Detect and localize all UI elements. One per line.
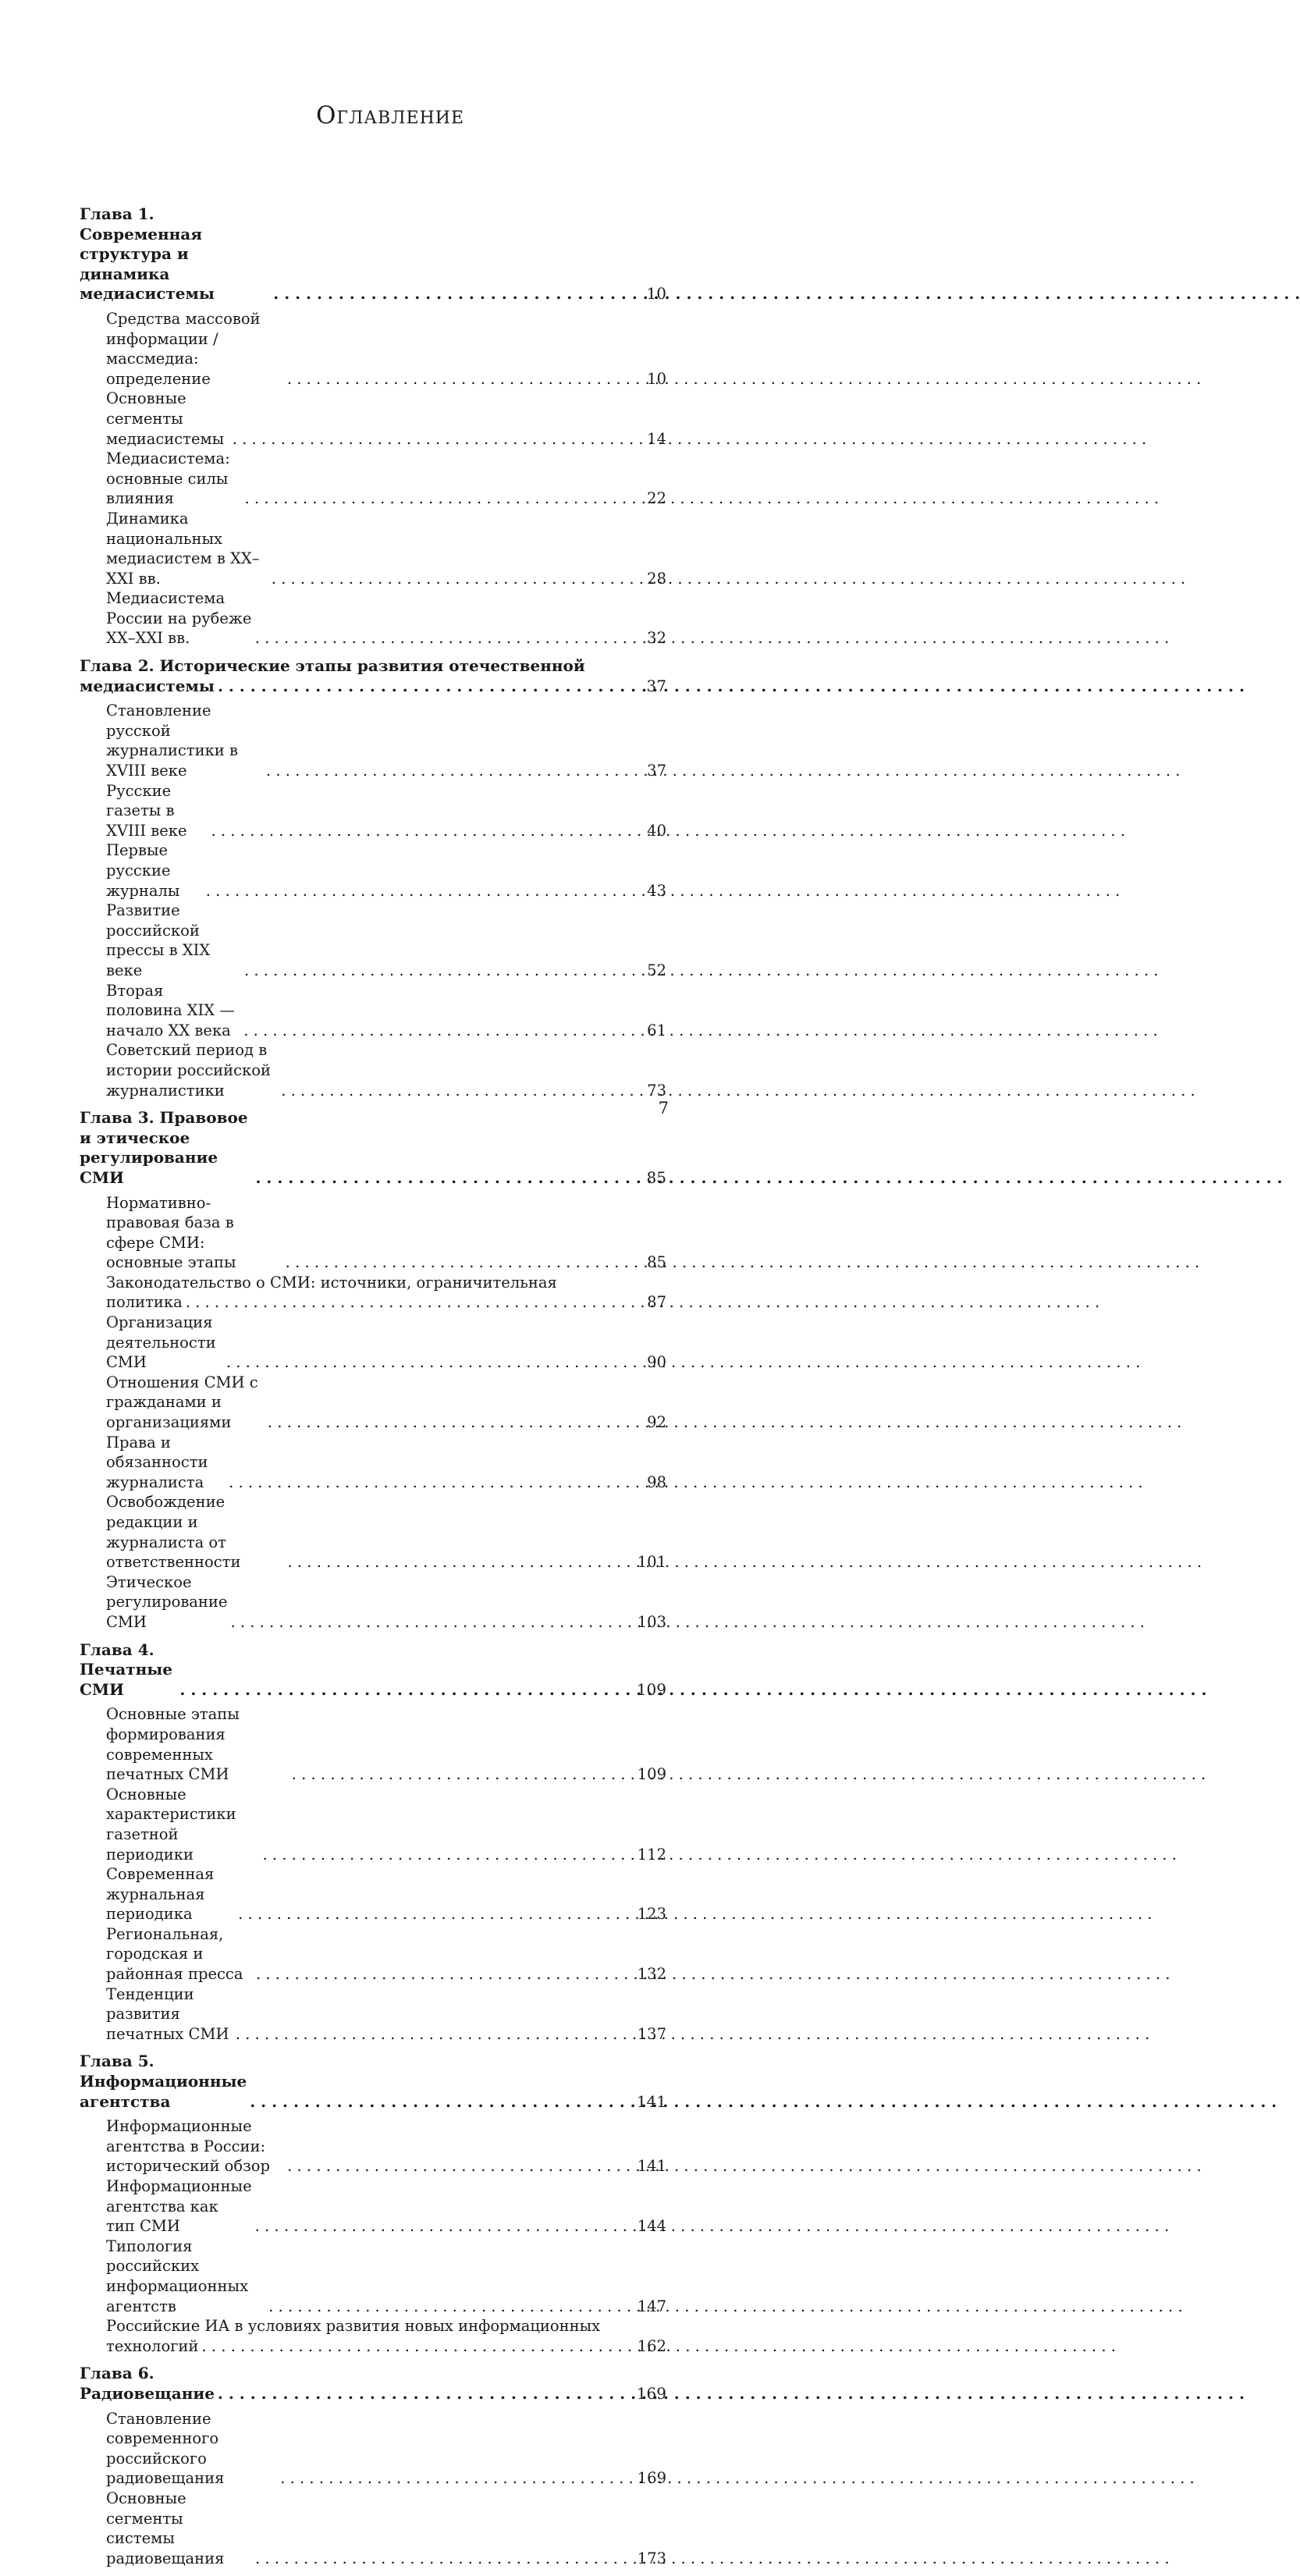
section-entry[interactable] [80, 1704, 666, 1784]
chapter-title: медиасистемы [80, 676, 215, 695]
page-ref: 10 [646, 284, 666, 304]
section-title: Вторая половина XIX — начало XX века [106, 981, 240, 1039]
leader-dots [256, 1964, 627, 1984]
section-title: Становление русской журналистики в XVIII веке [106, 702, 243, 780]
chapter-3 [80, 1108, 666, 1632]
leader-dots [229, 1473, 627, 1493]
section-entry[interactable] [80, 1572, 666, 1633]
section-title: Отношения СМИ с гражданами и организациями [106, 1373, 263, 1432]
section-entry[interactable] [80, 1984, 666, 2045]
leader-dots [262, 1845, 627, 1865]
page-ref: 137 [637, 2024, 666, 2043]
page-ref: 162 [637, 2336, 666, 2355]
section-title: Этическое регулирование СМИ [106, 1572, 233, 1631]
section-entry[interactable] [80, 1492, 666, 1572]
page-ref: 37 [646, 676, 666, 695]
page-ref: 10 [647, 369, 666, 388]
section-title: Основные сегменты системы радиовещания [106, 2489, 225, 2567]
section-title-line[interactable]: Законодательство о СМИ: источники, ограничительная [106, 1273, 557, 1292]
leader-dots [245, 489, 627, 509]
section-entry[interactable] [80, 781, 666, 841]
chapter-entry[interactable] [80, 2364, 666, 2404]
leader-dots [255, 628, 627, 648]
page-ref: 141 [636, 2091, 666, 2111]
section-title: Региональная, городская и районная пресса [106, 1924, 243, 1984]
page-ref: 169 [637, 2469, 666, 2488]
page-ref: 144 [637, 2217, 666, 2236]
page-title: Оглавление [315, 101, 465, 130]
chapter-entry[interactable] [80, 2052, 666, 2112]
section-title: Тенденции развития печатных СМИ [106, 1984, 229, 2043]
leader-dots [226, 1352, 627, 1373]
leader-dots [256, 1168, 628, 1189]
section-title: Основные характеристики газетной периодики [106, 1785, 241, 1864]
section-entry[interactable] [80, 2237, 666, 2316]
chapter-title: Глава 4. Печатные СМИ [80, 1640, 178, 1699]
leader-dots [292, 1764, 627, 1785]
section-title: Основные этапы формирования современных печатных СМИ [106, 1705, 244, 1784]
section-entry[interactable] [80, 389, 666, 449]
leader-dots [255, 2549, 627, 2569]
leader-dots [268, 2297, 627, 2317]
section-entry[interactable] [80, 509, 666, 588]
section-entry[interactable] [80, 1193, 666, 1273]
leader-dots [288, 1552, 627, 1572]
section-title: Становление современного российского радиовещания [106, 2409, 225, 2488]
section-title: Развитие российской прессы в XIX веке [106, 901, 215, 979]
leader-dots [243, 1021, 627, 1041]
page-ref: 123 [637, 1905, 666, 1924]
section-title: Нормативно-правовая база в сфере СМИ: основные этапы [106, 1193, 239, 1272]
chapter-entry[interactable] [80, 677, 666, 697]
section-title: Современная журнальная периодика [106, 1865, 219, 1924]
chapter-2 [80, 656, 666, 1100]
leader-dots [280, 2468, 627, 2489]
page-ref: 37 [647, 762, 666, 780]
section-entry[interactable] [80, 309, 666, 389]
chapter-title: Глава 3. Правовое и этическое регулирование СМИ [80, 1108, 254, 1187]
page-ref: 109 [637, 1765, 666, 1784]
page-ref: 22 [647, 489, 666, 508]
chapter-entry[interactable] [80, 1640, 666, 1700]
page-ref: 28 [647, 569, 666, 588]
page-ref: 169 [636, 2383, 666, 2403]
page-ref: 101 [637, 1553, 666, 1572]
leader-dots [236, 2024, 627, 2045]
section-title: политика [106, 1293, 183, 1312]
page-ref: 85 [646, 1167, 666, 1187]
page-ref: 40 [647, 821, 666, 840]
page-ref: 32 [647, 629, 666, 648]
page-number: 7 [658, 1099, 669, 1117]
section-title: Основные сегменты медиасистемы [106, 389, 225, 448]
chapter-4 [80, 1640, 666, 2045]
section-title: Средства массовой информации / массмедиа: определение [106, 309, 265, 388]
section-title: Советский период в истории российской журналистики [106, 1041, 276, 1100]
section-title: Освобождение редакции и журналиста от ответственности [106, 1493, 241, 1572]
chapter-entry[interactable] [80, 1108, 666, 1188]
section-title-line[interactable]: Российские ИА в условиях развития новых информационных [106, 2317, 601, 2336]
leader-dots [286, 1252, 627, 1273]
chapter-title: Глава 1. Современная структура и динамика медиасистемы [80, 204, 215, 304]
section-title: Информационные агентства как тип СМИ [106, 2177, 257, 2236]
section-title: Медиасистема России на рубеже XX–XXI вв. [106, 589, 257, 648]
page-ref: 141 [637, 2157, 666, 2176]
leader-dots [272, 569, 627, 589]
page-ref: 92 [647, 1413, 666, 1432]
page-ref: 87 [647, 1293, 666, 1312]
section-title: Динамика национальных медиасистем в XX–XXI вв. [106, 509, 260, 588]
section-entry[interactable] [80, 588, 666, 648]
leader-dots [211, 821, 628, 841]
page-ref: 52 [647, 961, 666, 979]
page-ref: 90 [647, 1353, 666, 1372]
leader-dots [287, 2156, 627, 2176]
leader-dots [238, 1904, 627, 1924]
section-entry[interactable] [80, 1924, 666, 1984]
page-ref: 132 [637, 1965, 666, 1984]
leader-dots [250, 2092, 627, 2112]
section-entry[interactable] [80, 1040, 666, 1100]
leader-dots [179, 1680, 627, 1700]
section-entry[interactable] [80, 1313, 666, 1373]
section-title: Медиасистема: основные силы влияния [106, 449, 235, 508]
section-entry[interactable] [80, 701, 666, 780]
section-title: Информационные агентства в России: исторический обзор [106, 2117, 271, 2176]
leader-dots [206, 881, 627, 901]
leader-dots [186, 1292, 627, 1313]
section-entry[interactable] [80, 2116, 666, 2176]
section-entry[interactable] [80, 1433, 666, 1493]
leader-dots [218, 2384, 627, 2404]
chapter-title: Глава 5. Информационные агентства [80, 2052, 253, 2111]
section-title: технологий [106, 2336, 199, 2355]
leader-dots [268, 1412, 627, 1433]
leader-dots [244, 961, 627, 981]
leader-dots [201, 2336, 627, 2357]
page-ref: 173 [637, 2549, 666, 2567]
section-entry[interactable] [80, 1785, 666, 1864]
page-ref: 112 [637, 1845, 666, 1864]
page-ref: 61 [647, 1021, 666, 1039]
section-entry[interactable] [80, 840, 666, 901]
section-entry[interactable] [80, 1373, 666, 1433]
chapter-5 [80, 2052, 666, 2356]
section-entry[interactable] [80, 1864, 666, 1924]
leader-dots [266, 761, 627, 781]
leader-dots [273, 284, 627, 304]
leader-dots [230, 1612, 627, 1633]
chapter-title-line[interactable]: Глава 2. Исторические этапы развития отечественной [80, 656, 585, 676]
section-entry[interactable] [80, 449, 666, 509]
section-title: Русские газеты в XVIII веке [106, 781, 187, 840]
chapter-title: Глава 6. Радиовещание [80, 2364, 215, 2403]
section-entry[interactable] [80, 2336, 666, 2357]
page-ref: 103 [637, 1612, 666, 1631]
table-of-contents [80, 204, 666, 2576]
leader-dots [287, 369, 627, 389]
section-entry[interactable] [80, 901, 666, 980]
leader-dots [233, 429, 627, 449]
section-title: Первые русские журналы [106, 841, 180, 900]
page-ref: 147 [637, 2297, 666, 2315]
section-entry[interactable] [80, 981, 666, 1041]
page-ref: 43 [647, 881, 666, 900]
section-title: Организация деятельности СМИ [106, 1313, 221, 1372]
chapter-6 [80, 2364, 666, 2568]
chapter-1 [80, 204, 666, 648]
page-ref: 109 [636, 1679, 666, 1699]
page-ref: 85 [647, 1253, 666, 1272]
page-ref: 73 [647, 1081, 666, 1100]
section-entry[interactable] [80, 2489, 666, 2568]
section-title: Права и обязанности журналиста [106, 1433, 213, 1491]
section-entry[interactable] [80, 2176, 666, 2237]
page-ref: 14 [647, 429, 666, 448]
page-ref: 98 [647, 1473, 666, 1491]
section-entry[interactable] [80, 1292, 666, 1313]
leader-dots [281, 1081, 627, 1101]
chapter-entry[interactable] [80, 204, 666, 304]
section-title: Типология российских информационных агентств [106, 2237, 254, 2315]
leader-dots [255, 2216, 627, 2237]
leader-dots [218, 677, 627, 697]
section-entry[interactable] [80, 2409, 666, 2489]
